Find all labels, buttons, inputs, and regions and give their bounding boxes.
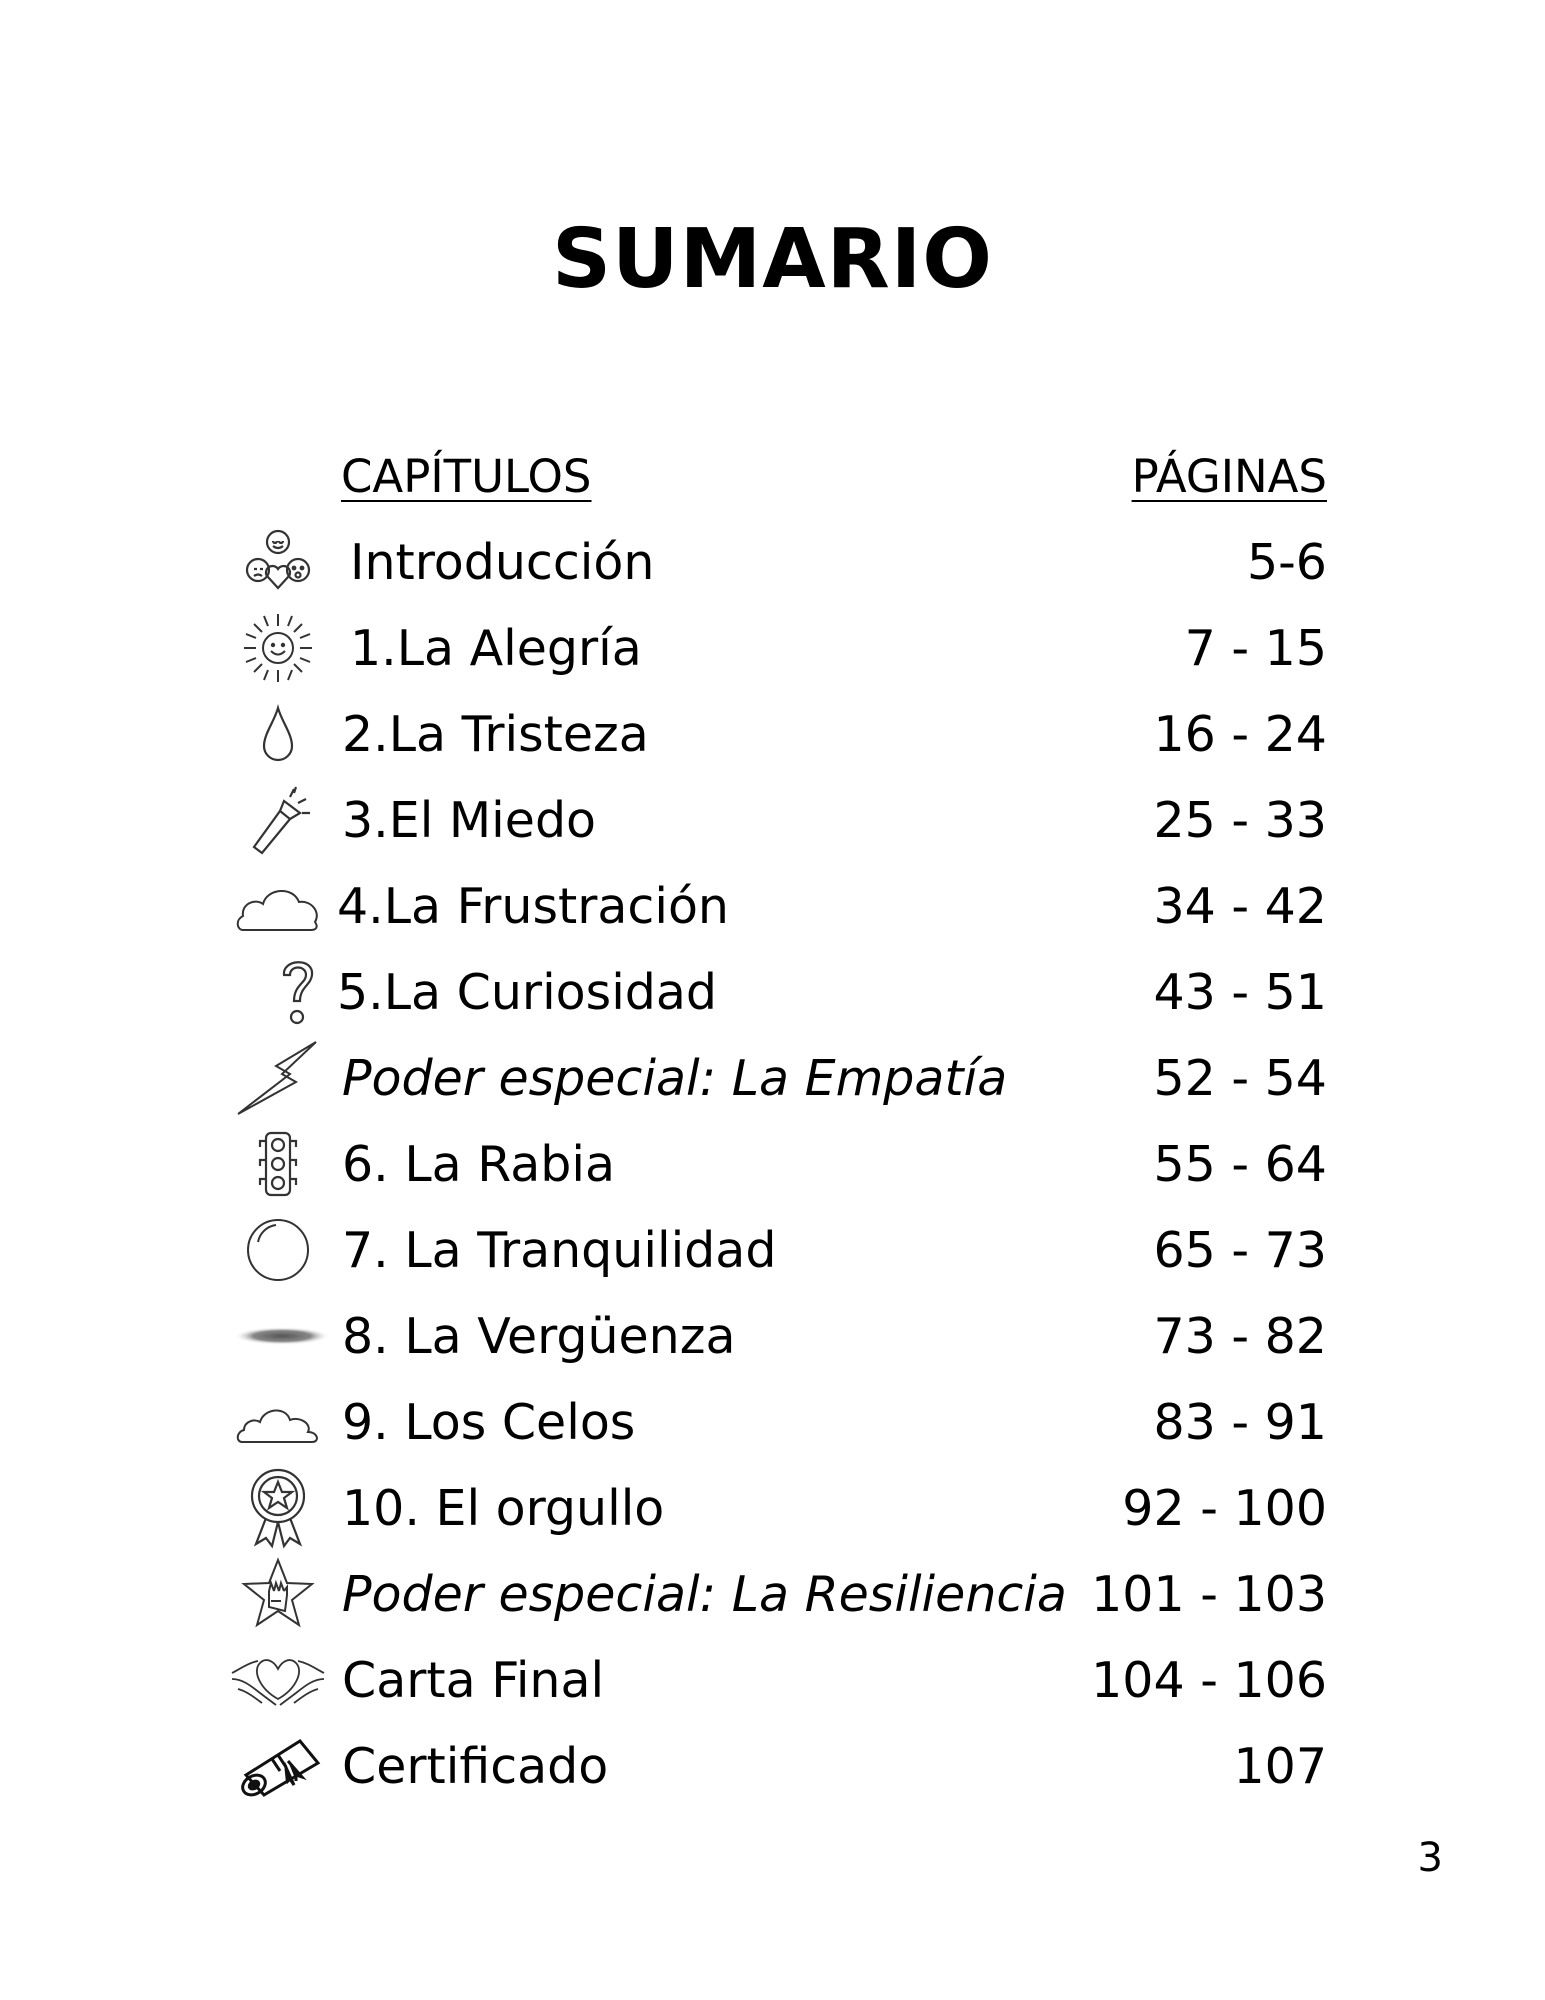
toc-label: 1.La Alegría [350,620,642,677]
shadow-icon [232,1294,332,1378]
diploma-icon [228,1724,328,1808]
bubble-icon [228,1208,328,1292]
toc-label: 8. La Vergüenza [342,1308,736,1365]
toc-pages: 16 - 24 [1153,706,1327,763]
toc-pages: 101 - 103 [1091,1566,1327,1623]
toc-label: 7. La Tranquilidad [342,1222,777,1279]
toc-row-tristeza[interactable] [0,692,1545,778]
cloud-outline-icon [228,1380,328,1464]
toc-row-certificado[interactable] [0,1724,1545,1810]
toc-row-resiliencia[interactable] [0,1552,1545,1638]
toc-row-introduccion[interactable] [0,520,1545,606]
toc-pages: 43 - 51 [1153,964,1327,1021]
toc-label: 9. Los Celos [342,1394,636,1451]
pages-header: PÁGINAS [1131,450,1327,503]
toc-label: 5.La Curiosidad [337,964,718,1021]
toc-pages: 92 - 100 [1122,1480,1327,1537]
medal-icon [228,1466,328,1550]
toc-label: 6. La Rabia [342,1136,615,1193]
question-mark-icon [268,950,328,1034]
toc-row-tranquilidad[interactable] [0,1208,1545,1294]
flashlight-icon [228,778,328,862]
cloud-icon [228,864,328,948]
toc-pages: 65 - 73 [1153,1222,1327,1279]
toc-row-alegria[interactable] [0,606,1545,692]
toc-row-celos[interactable] [0,1380,1545,1466]
toc-row-curiosidad[interactable] [0,950,1545,1036]
toc-row-empatia[interactable] [0,1036,1545,1122]
toc-label: Poder especial: La Resiliencia [342,1566,1067,1623]
toc-row-carta-final[interactable] [0,1638,1545,1724]
toc-label: Introducción [350,534,655,591]
star-fist-icon [228,1552,328,1636]
toc-pages: 104 - 106 [1091,1652,1327,1709]
toc-pages: 52 - 54 [1153,1050,1327,1107]
toc-pages: 83 - 91 [1153,1394,1327,1451]
toc-label: 10. El orgullo [342,1480,665,1537]
toc-pages: 25 - 33 [1153,792,1327,849]
sun-icon [228,606,328,690]
toc-label: Poder especial: La Empatía [342,1050,1008,1107]
toc-label: 3.El Miedo [342,792,597,849]
water-drop-icon [228,692,328,776]
toc-row-frustracion[interactable] [0,864,1545,950]
toc-label: Certificado [342,1738,609,1795]
chapters-header: CAPÍTULOS [341,450,592,503]
toc-pages: 34 - 42 [1153,878,1327,935]
page-number: 3 [1417,1835,1443,1881]
toc-row-verguenza[interactable] [0,1294,1545,1380]
toc-pages: 107 [1233,1738,1327,1795]
traffic-light-icon [228,1122,328,1206]
toc-label: Carta Final [342,1652,605,1709]
toc-pages: 73 - 82 [1153,1308,1327,1365]
faces-heart-icon [228,520,328,604]
heart-hands-icon [228,1638,328,1722]
toc-label: 4.La Frustración [337,878,729,935]
toc-pages: 5-6 [1246,534,1327,591]
toc-row-rabia[interactable] [0,1122,1545,1208]
toc-pages: 55 - 64 [1153,1136,1327,1193]
toc-label: 2.La Tristeza [342,706,649,763]
toc-row-miedo[interactable] [0,778,1545,864]
lightning-icon [228,1036,328,1120]
page-title: SUMARIO [551,212,994,307]
toc-row-orgullo[interactable] [0,1466,1545,1552]
toc-pages: 7 - 15 [1184,620,1327,677]
